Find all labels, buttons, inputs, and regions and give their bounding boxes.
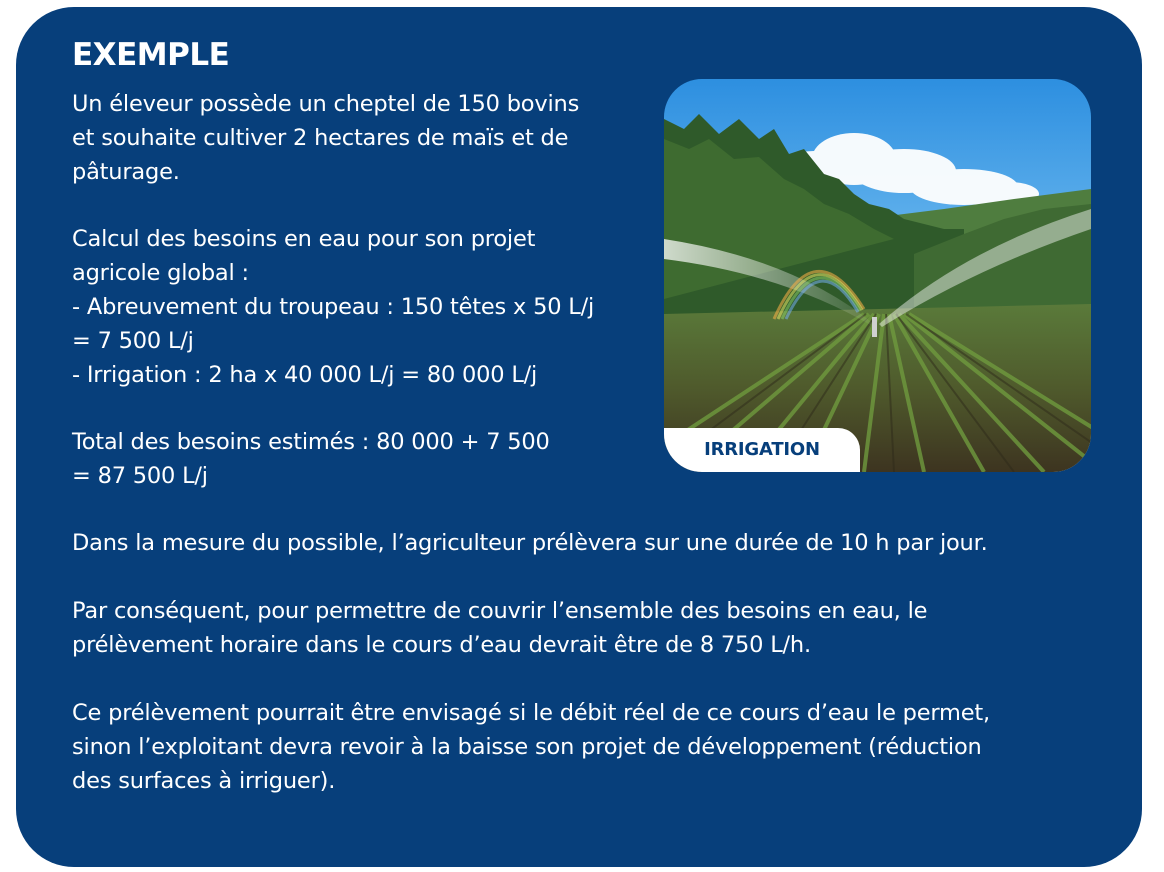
irrigation-field-illustration <box>664 79 1091 472</box>
text-line: pâturage. <box>72 159 180 185</box>
irrigation-photo <box>664 79 1091 472</box>
example-box <box>16 7 1142 867</box>
text-line: agricole global : <box>72 260 249 286</box>
text-line: - Irrigation : 2 ha x 40 000 L/j = 80 000 L/j <box>72 362 538 388</box>
text-line: - Abreuvement du troupeau : 150 têtes x 50 L/j <box>72 294 595 320</box>
text-line: Calcul des besoins en eau pour son projet <box>72 226 536 252</box>
text-line: Total des besoins estimés : 80 000 + 7 500 <box>72 429 550 455</box>
photo-caption: IRRIGATION <box>664 428 860 472</box>
text-line: Par conséquent, pour permettre de couvrir l’ensemble des besoins en eau, le <box>72 598 928 624</box>
text-line: = 7 500 L/j <box>72 328 194 354</box>
text-line: des surfaces à irriguer). <box>72 768 336 794</box>
text-line: Un éleveur possède un cheptel de 150 bovins <box>72 91 580 117</box>
text-line: = 87 500 L/j <box>72 463 208 489</box>
text-line: et souhaite cultiver 2 hectares de maïs et de <box>72 125 569 151</box>
duration-paragraph <box>72 526 988 560</box>
text-line: Ce prélèvement pourrait être envisagé si le débit réel de ce cours d’eau le permet, <box>72 700 990 726</box>
box-title: EXEMPLE <box>72 37 230 73</box>
total-paragraph <box>72 425 652 493</box>
conclusion-paragraph <box>72 696 990 798</box>
calculation-paragraph <box>72 222 652 392</box>
intro-paragraph <box>72 87 652 189</box>
text-line: prélèvement horaire dans le cours d’eau devrait être de 8 750 L/h. <box>72 632 811 658</box>
text-line: sinon l’exploitant devra revoir à la baisse son projet de développement (réduction <box>72 734 982 760</box>
hourly-paragraph <box>72 594 927 662</box>
text-line: Dans la mesure du possible, l’agriculteur prélèvera sur une durée de 10 h par jour. <box>72 530 988 556</box>
